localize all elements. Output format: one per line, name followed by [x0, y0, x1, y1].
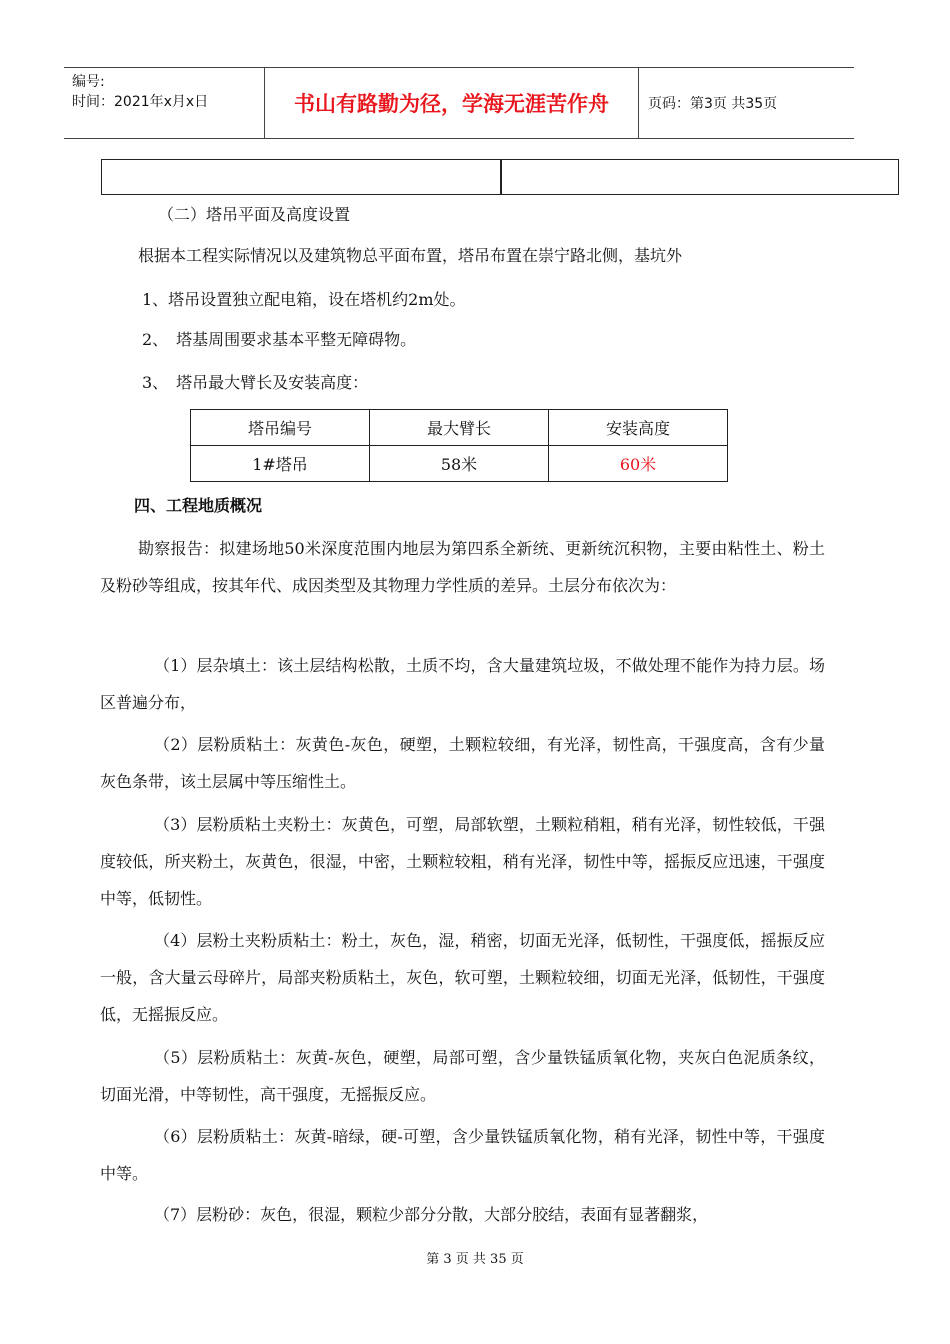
header-cell: 安装高度	[549, 410, 728, 446]
page-footer: 第 3 页 共 35 页	[426, 1252, 524, 1267]
table-divider	[500, 160, 502, 194]
page-header	[64, 67, 854, 139]
header-motto: 书山有路勤为径，学海无涯苦作舟	[294, 92, 609, 116]
time-label: 时间：2021年x月x日	[72, 94, 209, 110]
header-meta	[72, 72, 208, 112]
paragraph-layer-1: （1）层杂填土：该土层结构松散，土质不均，含大量建筑垃圾，不做处理不能作为持力层。场区普遍分布，	[100, 656, 825, 712]
header-divider	[638, 68, 639, 138]
section-2-item-2: 2、 塔基周围要求基本平整无障碍物。	[142, 330, 417, 349]
section-2-item-3: 3、 塔吊最大臂长及安装高度：	[142, 373, 369, 392]
table-header-row	[191, 410, 728, 446]
section-2-title: （二）塔吊平面及高度设置	[158, 205, 351, 224]
code-label: 编号:	[72, 74, 105, 90]
section-4-title: 四、工程地质概况	[134, 496, 263, 515]
section-2-intro: 根据本工程实际情况以及建筑物总平面布置，塔吊布置在崇宁路北侧，基坑外	[138, 246, 683, 265]
empty-table-row	[101, 159, 899, 195]
table-row	[191, 446, 728, 482]
table-cell: 1#塔吊	[191, 446, 370, 482]
paragraph-report: 勘察报告：拟建场地50米深度范围内地层为第四系全新统、更新统沉积物，主要由粘性土、粉土及粉砂等组成，按其年代、成因类型及其物理力学性质的差异。土层分布依次为：	[100, 539, 825, 595]
header-cell: 塔吊编号	[191, 410, 370, 446]
table-cell: 58米	[370, 446, 549, 482]
paragraph-layer-6: （6）层粉质粘土：灰黄-暗绿，硬-可塑，含少量铁锰质氧化物，稍有光泽，韧性中等，干强度中等。	[100, 1127, 825, 1183]
header-cell: 最大臂长	[370, 410, 549, 446]
header-page-label: 页码：第3页 共35页	[648, 96, 778, 112]
table-cell-highlight: 60米	[549, 446, 728, 482]
paragraph-layer-2: （2）层粉质粘土：灰黄色-灰色，硬塑，土颗粒较细，有光泽，韧性高，干强度高，含有少量灰色条带，该土层属中等压缩性土。	[100, 735, 825, 791]
paragraph-layer-5: （5）层粉质粘土：灰黄-灰色，硬塑，局部可塑，含少量铁锰质氧化物，夹灰白色泥质条纹，切面光滑，中等韧性，高干强度，无摇振反应。	[100, 1048, 825, 1104]
paragraph-layer-3: （3）层粉质粘土夹粉土：灰黄色，可塑，局部软塑，土颗粒稍粗，稍有光泽，韧性较低，干强度较低，所夹粉土，灰黄色，很湿，中密，土颗粒较粗，稍有光泽，韧性中等，摇振反应迅速，干强度中等，低韧性。	[100, 815, 825, 908]
paragraph-layer-7: （7）层粉砂：灰色，很湿，颗粒少部分分散，大部分胶结，表面有显著翻浆，	[154, 1205, 709, 1224]
paragraph-layer-4: （4）层粉土夹粉质粘土：粉土，灰色，湿，稍密，切面无光泽，低韧性，干强度低，摇振反应一般，含大量云母碎片，局部夹粉质粘土，灰色，软可塑，土颗粒较细，切面无光泽，低韧性，干强度低，无摇振反应。	[100, 931, 825, 1024]
crane-table	[190, 409, 728, 482]
section-2-item-1: 1、塔吊设置独立配电箱，设在塔机约2m处。	[142, 290, 466, 309]
